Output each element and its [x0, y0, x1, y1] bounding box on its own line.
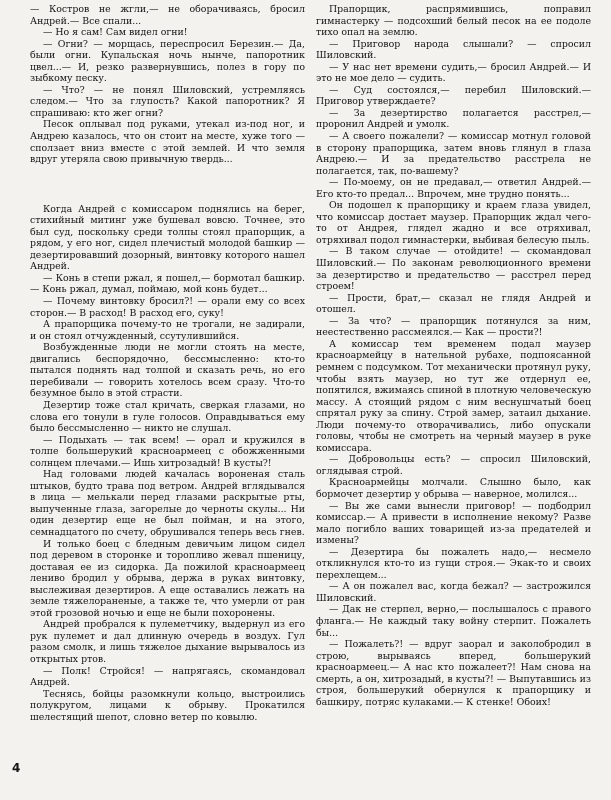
paragraph: Красноармейцы молчали. Слышно было, как бормочет дезертир у обрыва — наверное, молился... — [316, 477, 591, 500]
paragraph: И только боец с бледным девичьим лицом сидел под деревом в сторонке и торопливо жевал пшеницу, доставая ее из сидорка. Да пожилой красноармеец лениво бродил у обрыва, держа в руках винтовку, выслеживая дезертиров. А еще оставались лежать на земле тяжелораненые, а также те, что умерли от ран этой грозовой ночью и еще не были похоронены. — [30, 538, 305, 619]
left-text-column — [30, 4, 305, 723]
paragraph: — Полк! Стройся! — напрягаясь, скомандовал Андрей. — [30, 665, 305, 689]
paragraph: — Пожалеть?! — вдруг заорал и заколобродил в строю, вырываясь вперед, большерукий красноармеец.— А нас кто пожалеет?! Нам снова на смерть, а он, хитрозадый, в кусты?! — Выпутавшись из строя, большерукий обернулся к прапорщику и башкиру, потряс кулаками.— К стенке! Обоих! — [316, 639, 591, 708]
paragraph: Когда Андрей с комиссаром поднялись на берег, стихийный митинг уже бушевал вовсю. Точнее, это был суд, поскольку среди толпы стоял прапорщик, а рядом, у его ног, сидел плечистый молодой башкир — дезертировавший дозорный, винтовку которого нашел Андрей. — [30, 203, 305, 273]
paragraph: — Что? — не понял Шиловский, устремляясь следом.— Что за глупость? Какой папоротник? Я спрашиваю: кто жег огни? — [30, 84, 305, 119]
paragraph: — По-моему, он не предавал,— ответил Андрей.— Его кто-то предал... Впрочем, мне трудно понять... — [316, 177, 591, 200]
paragraph: А прапорщика почему-то не трогали, не задирали, и он стоял отчужденный, ссутулившийся. — [30, 319, 305, 342]
paragraph: Дезертир тоже стал кричать, сверкая глазами, но слова его тонули в гуле голосов. Оправдываться ему было бессмысленно — никто не слушал. — [30, 399, 305, 435]
section-break — [30, 166, 305, 204]
paragraph: Он подошел к прапорщику и краем глаза увидел, что комиссар достает маузер. Прапорщик ждал чего-то от Андрея, глядел жадно и все отряхивал, отряхивал подол гимнастерки, выбивая белесую пыль. — [316, 200, 591, 246]
right-text-column — [316, 4, 591, 708]
paragraph: Андрей пробрался к пулеметчику, выдернул из его рук пулемет и дал длинную очередь в воздух. Гул разом смолк, и лишь тяжелое дыхание вырывалось из открытых ртов. — [30, 619, 305, 665]
paragraph: А комиссар тем временем подал маузер красноармейцу в нательной рубахе, подпоясанной ремнем с подсумком. Тот механически протянул руку, чтобы взять маузер, но тут же отдернул ее, попятился, вжимаясь спиной в плотную человеческую массу. А стоящий рядом с ним веснушчатый боец спрятал руку за спину. Строй замер, затаил дыхание. Люди почему-то отворачивались, либо опускали головы, чтобы не смотреть на черный маузер в руке комиссара. — [316, 338, 591, 454]
paragraph: — У нас нет времени судить,— бросил Андрей.— И это не мое дело — судить. — [316, 61, 591, 85]
paragraph: — За что? — прапорщик потянулся за ним, неестественно рассмеялся.— Как — прости?! — [316, 315, 591, 339]
paragraph: — В таком случае — отойдите! — скомандовал Шиловский.— По законам революционного времени за дезертирство и предательство — расстрел перед строем! — [316, 246, 591, 293]
paragraph: — Суд состоялся,— перебил Шиловский.— Приговор утверждаете? — [316, 84, 591, 108]
paragraph: Над головами людей качалась вороненая сталь штыков, будто трава под ветром. Андрей вглядывался в лица — мелькали перед глазами раскрытые рты, выпученные глаза, загорелые до черноты скулы... Ни один дезертир еще не был пойман, и на этого, семнадцатого по счету, обрушивался теперь весь гнев. — [30, 469, 305, 538]
paragraph: Возбужденные люди не могли стоять на месте, двигались беспорядочно, бессмысленно: кто-то пытался поднять над толпой и сказать речь, но его перебивали — говорить хотелось всем сразу. Что-то безумное было в этой страсти. — [30, 342, 305, 400]
paragraph: — Добровольцы есть? — спросил Шиловский, оглядывая строй. — [316, 454, 591, 477]
page-number: 4 — [12, 761, 21, 775]
paragraph: — Дезертира бы пожалеть надо,— несмело откликнулся кто-то из гущи строя.— Экак-то и своих перехлещем... — [316, 546, 591, 581]
paragraph: — Дак не стерпел, верно,— послышалось с правого фланга.— Не каждый таку войну стерпит. Пожалеть бы... — [316, 604, 591, 639]
paragraph: — Костров не жгли,— не оборачиваясь, бросил Андрей.— Все спали... — [30, 4, 305, 27]
paragraph: — Почему винтовку бросил?! — орали ему со всех сторон.— В расход! В расход его, суку! — [30, 296, 305, 319]
paragraph: — Приговор народа слышали? — спросил Шиловский. — [316, 38, 591, 62]
paragraph: — А своего пожалели? — комиссар мотнул головой в сторону прапорщика, затем вновь глянул в глаза Андрею.— И за предательство расстрела не полагается, так, по-вашему? — [316, 131, 591, 177]
paragraph: — За дезертирство полагается расстрел,— проронил Андрей и умолк. — [316, 107, 591, 131]
paragraph: Теснясь, бойцы разомкнули кольцо, выстроились полукругом, лицами к обрыву. Прокатился шелестящий шепот, словно ветер по ковылю. — [30, 688, 305, 723]
paragraph: — Огни? — морщась, переспросил Березин.— Да, были огни. Купальская ночь нынче, папоротник цвел...— И, резко развернувшись, полез в гору по зыбкому песку. — [30, 38, 305, 85]
paragraph: — Прости, брат,— сказал не глядя Андрей и отошел. — [316, 292, 591, 316]
paragraph: Песок оплывал под руками, утекал из-под ног, и Андрею казалось, что он стоит на месте, хуже того — сползает вниз вместе с этой землей. И что земля вдруг утеряла свою привычную твердь... — [30, 119, 305, 166]
paragraph: — А он пожалел вас, когда бежал? — застрожился Шиловский. — [316, 581, 591, 604]
paragraph: — Но я сам! Сам видел огни! — [43, 27, 188, 39]
paragraph: Прапорщик, распрямившись, поправил гимнастерку — подсохший белый песок на ее подоле тихо опал на землю. — [316, 4, 591, 39]
paragraph: — Конь в степи ржал, я пошел,— бормотал башкир.— Конь ржал, думал, поймаю, мой конь будет... — [30, 272, 305, 296]
paragraph: — Вы же сами вынесли приговор! — подбодрил комиссар.— А привести в исполнение некому? Разве мало погибло ваших товарищей из-за предателей и измены? — [316, 500, 591, 547]
paragraph: — Подыхать — так всем! — орал и кружился в толпе большерукий красноармеец с обожженными солнцем плечами.— Ишь хитрозадый! В кусты?! — [30, 434, 305, 469]
